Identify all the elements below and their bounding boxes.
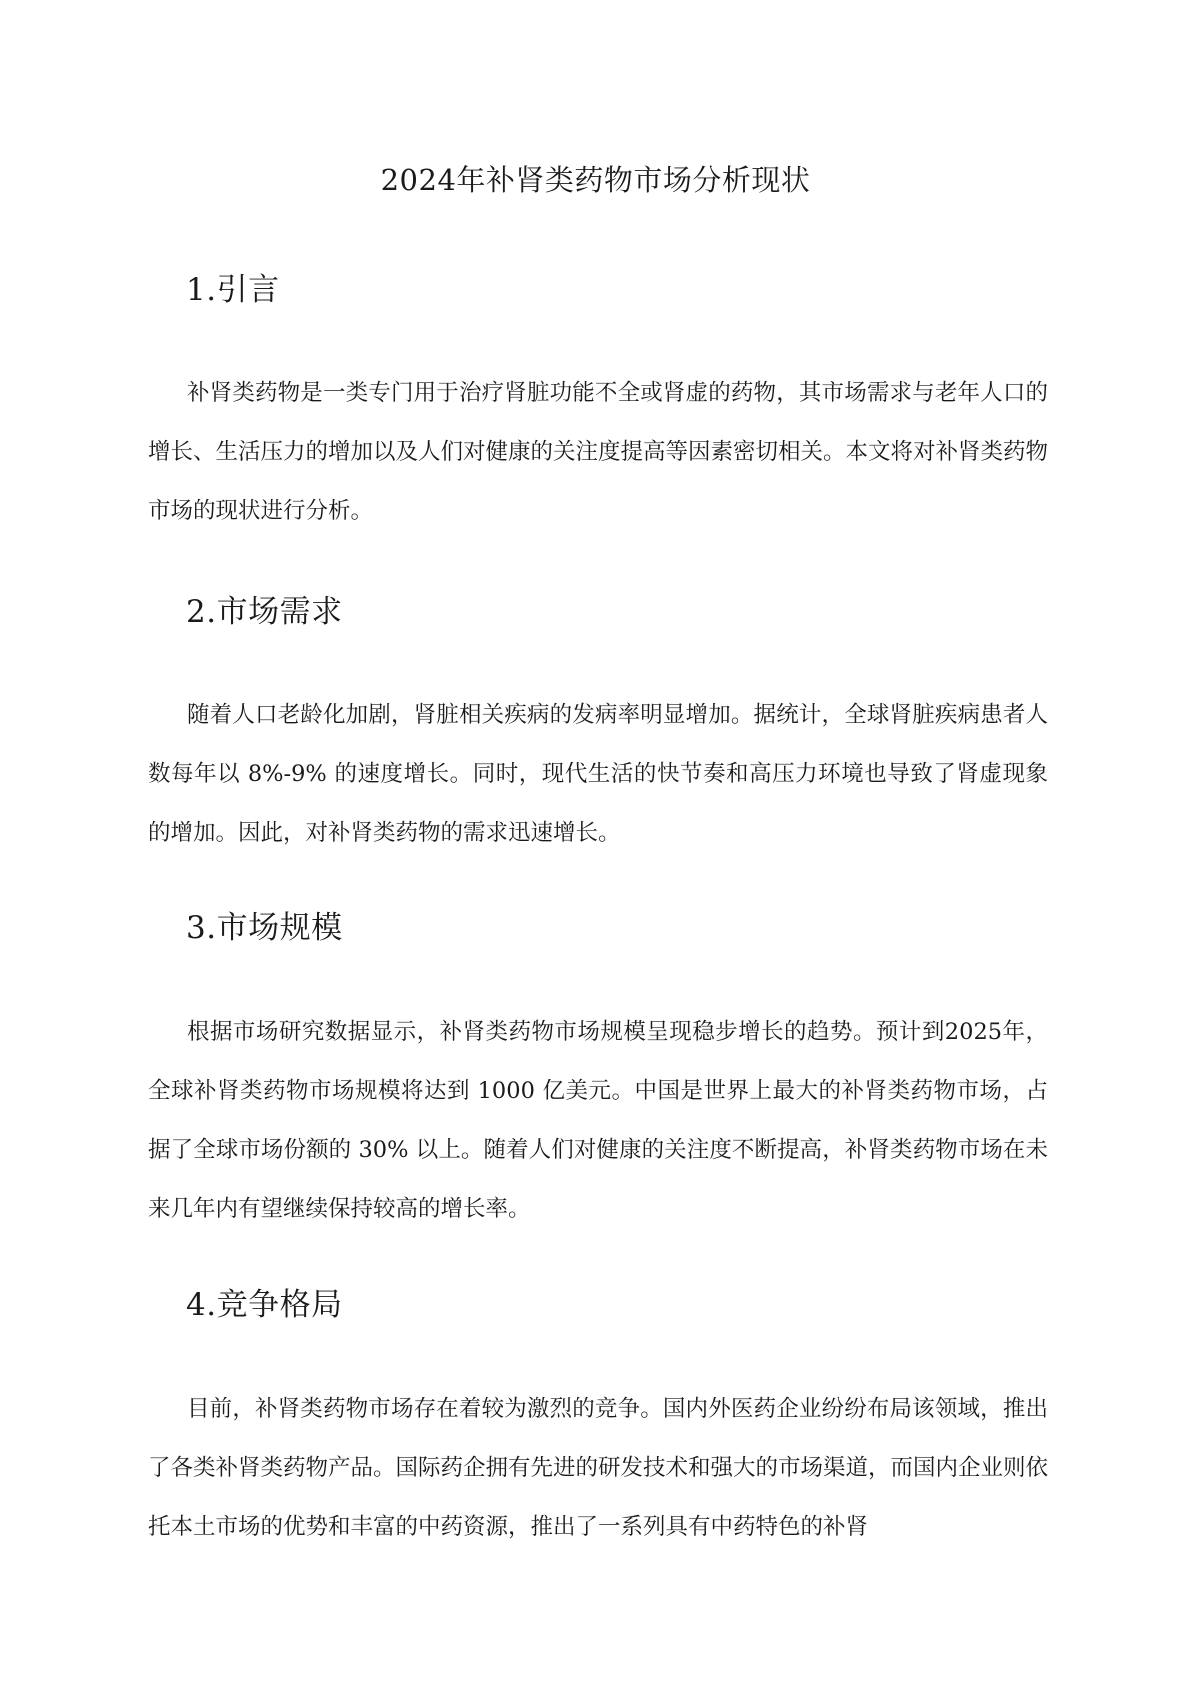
document-title: 2024年补肾类药物市场分析现状 xyxy=(380,163,811,197)
section-paragraph-market-size: 根据市场研究数据显示，补肾类药物市场规模呈现稳步增长的趋势。预计到2025年，全球补肾类药物市场规模将达到 1000 亿美元。中国是世界上最大的补肾类药物市场，占据了全球市场份额的 30% 以上。随着人们对健康的关注度不断提高，补肾类药物市场在未来几年内有望继续保持较高的增长率。 xyxy=(148,1019,1048,1222)
section-paragraph-market-demand: 随着人口老龄化加剧，肾脏相关疾病的发病率明显增加。据统计，全球肾脏疾病患者人数每年以 8%-9% 的速度增长。同时，现代生活的快节奏和高压力环境也导致了肾虚现象的增加。因此，对补肾类药物的需求迅速增长。 xyxy=(148,702,1048,846)
section-paragraph-introduction: 补肾类药物是一类专门用于治疗肾脏功能不全或肾虚的药物，其市场需求与老年人口的增长、生活压力的增加以及人们对健康的关注度提高等因素密切相关。本文将对补肾类药物市场的现状进行分析。 xyxy=(148,380,1049,524)
section-heading-competition: 4.竞争格局 xyxy=(186,1287,343,1323)
section-heading-market-size: 3.市场规模 xyxy=(186,910,343,946)
section-paragraph-competition: 目前，补肾类药物市场存在着较为激烈的竞争。国内外医药企业纷纷布局该领域，推出了各类补肾类药物产品。国际药企拥有先进的研发技术和强大的市场渠道，而国内企业则依托本土市场的优势和丰富的中药资源，推出了一系列具有中药特色的补肾 xyxy=(148,1396,1049,1540)
section-heading-introduction: 1.引言 xyxy=(186,272,280,308)
section-heading-market-demand: 2.市场需求 xyxy=(186,594,343,630)
